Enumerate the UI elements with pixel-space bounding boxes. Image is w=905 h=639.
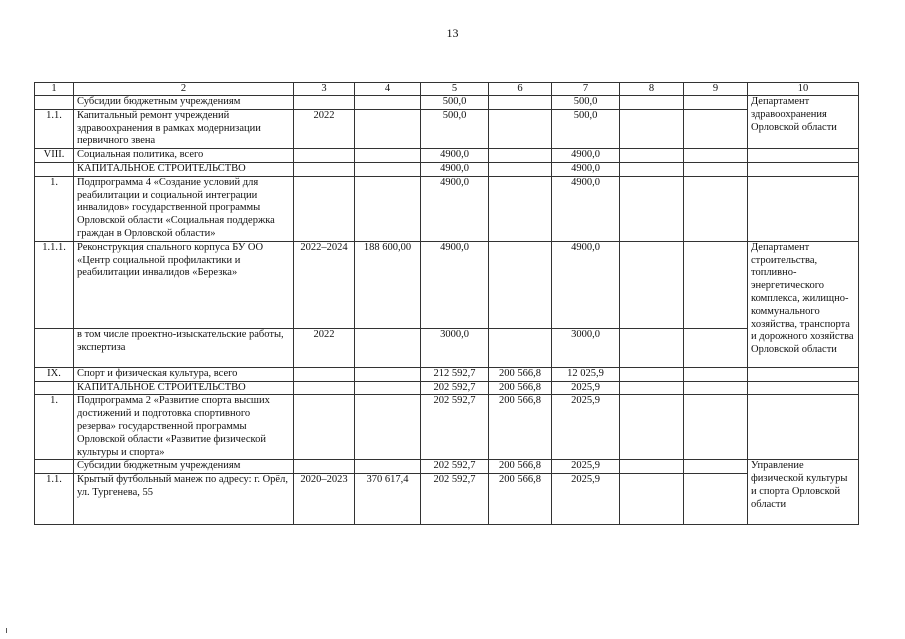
row-period — [294, 162, 355, 176]
row-estimate — [355, 96, 421, 110]
row-col9 — [684, 149, 748, 163]
row-federal: 200 566,8 — [489, 395, 552, 460]
row-title: Подпрограмма 2 «Развитие спорта высших достижений и подготовка спортивного резерва» государственной программы Орловской области «Развитие физической культуры и спорта» — [74, 395, 294, 460]
row-col9 — [684, 474, 748, 525]
row-title: Субсидии бюджетным учреждениям — [74, 96, 294, 110]
row-col8 — [620, 367, 684, 381]
responsible-executor: Департамент строительства, топливно-энергетического комплекса, жилищно-коммунального хозяйства, транспорта и дорожного хозяйства Орловской области — [748, 241, 859, 367]
row-col9 — [684, 367, 748, 381]
row-title: Социальная политика, всего — [74, 149, 294, 163]
header-cell: 4 — [355, 83, 421, 96]
row-regional: 2025,9 — [552, 460, 620, 474]
row-executor — [748, 149, 859, 163]
row-col8 — [620, 149, 684, 163]
row-federal: 200 566,8 — [489, 460, 552, 474]
row-regional: 3000,0 — [552, 328, 620, 367]
row-regional: 500,0 — [552, 109, 620, 148]
table-row — [35, 109, 859, 148]
row-federal — [489, 241, 552, 328]
row-title: в том числе проектно-изыскательские работы, экспертиза — [74, 328, 294, 367]
row-estimate — [355, 176, 421, 241]
row-col9 — [684, 176, 748, 241]
row-title: Субсидии бюджетным учреждениям — [74, 460, 294, 474]
row-col9 — [684, 162, 748, 176]
row-number: IX. — [35, 367, 74, 381]
row-total: 500,0 — [421, 109, 489, 148]
page-number: 13 — [446, 26, 459, 40]
row-total: 4900,0 — [421, 241, 489, 328]
row-title: Реконструкция спального корпуса БУ ОО «Центр социальной профилактики и реабилитации инвалидов «Березка» — [74, 241, 294, 328]
row-total: 212 592,7 — [421, 367, 489, 381]
row-period — [294, 367, 355, 381]
row-number: 1. — [35, 176, 74, 241]
row-period: 2020–2023 — [294, 474, 355, 525]
row-title: Капитальный ремонт учреждений здравоохранения в рамках модернизации первичного звена — [74, 109, 294, 148]
row-col8 — [620, 96, 684, 110]
row-col8 — [620, 381, 684, 395]
row-number — [35, 96, 74, 110]
table-row — [35, 96, 859, 110]
row-title: Спорт и физическая культура, всего — [74, 367, 294, 381]
row-estimate — [355, 109, 421, 148]
row-federal: 200 566,8 — [489, 381, 552, 395]
table-row — [35, 367, 859, 381]
row-period — [294, 460, 355, 474]
row-regional: 2025,9 — [552, 474, 620, 525]
header-cell: 9 — [684, 83, 748, 96]
row-executor — [748, 367, 859, 381]
row-regional: 4900,0 — [552, 241, 620, 328]
row-period — [294, 96, 355, 110]
row-estimate — [355, 162, 421, 176]
row-total: 3000,0 — [421, 328, 489, 367]
table-row — [35, 149, 859, 163]
row-executor — [748, 381, 859, 395]
header-cell: 8 — [620, 83, 684, 96]
row-title: Крытый футбольный манеж по адресу: г. Орёл, ул. Тургенева, 55 — [74, 474, 294, 525]
row-col8 — [620, 109, 684, 148]
row-title: КАПИТАЛЬНОЕ СТРОИТЕЛЬСТВО — [74, 381, 294, 395]
row-period — [294, 176, 355, 241]
row-total: 202 592,7 — [421, 395, 489, 460]
row-period: 2022–2024 — [294, 241, 355, 328]
row-period — [294, 381, 355, 395]
row-federal: 200 566,8 — [489, 367, 552, 381]
row-title: Подпрограмма 4 «Создание условий для реабилитации и социальной интеграции инвалидов» государственной программы Орловской области «Социальная поддержка граждан в Орловской области» — [74, 176, 294, 241]
row-number: 1. — [35, 395, 74, 460]
row-federal — [489, 149, 552, 163]
row-total: 202 592,7 — [421, 474, 489, 525]
row-col8 — [620, 474, 684, 525]
header-row — [35, 83, 859, 96]
row-regional: 4900,0 — [552, 162, 620, 176]
row-col8 — [620, 460, 684, 474]
table-row — [35, 474, 859, 525]
row-col9 — [684, 328, 748, 367]
row-period: 2022 — [294, 328, 355, 367]
row-number — [35, 328, 74, 367]
row-federal — [489, 109, 552, 148]
row-number — [35, 460, 74, 474]
header-cell: 7 — [552, 83, 620, 96]
row-regional: 500,0 — [552, 96, 620, 110]
row-executor — [748, 176, 859, 241]
row-col9 — [684, 96, 748, 110]
row-col8 — [620, 328, 684, 367]
scan-mark — [6, 628, 7, 633]
row-period — [294, 149, 355, 163]
row-regional: 2025,9 — [552, 381, 620, 395]
row-federal — [489, 176, 552, 241]
row-estimate — [355, 149, 421, 163]
table-row — [35, 328, 859, 367]
row-total: 4900,0 — [421, 162, 489, 176]
header-cell: 10 — [748, 83, 859, 96]
row-total: 202 592,7 — [421, 381, 489, 395]
row-col8 — [620, 395, 684, 460]
row-estimate — [355, 328, 421, 367]
row-regional: 4900,0 — [552, 149, 620, 163]
row-total: 4900,0 — [421, 176, 489, 241]
row-regional: 12 025,9 — [552, 367, 620, 381]
row-col9 — [684, 395, 748, 460]
table-row — [35, 395, 859, 460]
responsible-executor: Департамент здравоохранения Орловской области — [748, 96, 859, 149]
row-number: 1.1. — [35, 109, 74, 148]
table-row — [35, 176, 859, 241]
row-estimate — [355, 460, 421, 474]
row-federal: 200 566,8 — [489, 474, 552, 525]
header-cell: 1 — [35, 83, 74, 96]
row-number — [35, 162, 74, 176]
row-number: 1.1. — [35, 474, 74, 525]
row-period — [294, 395, 355, 460]
row-col8 — [620, 162, 684, 176]
row-total: 500,0 — [421, 96, 489, 110]
row-title: КАПИТАЛЬНОЕ СТРОИТЕЛЬСТВО — [74, 162, 294, 176]
budget-table — [34, 82, 859, 525]
header-cell: 5 — [421, 83, 489, 96]
responsible-executor: Управление физической культуры и спорта Орловской области — [748, 460, 859, 525]
row-estimate — [355, 395, 421, 460]
row-col9 — [684, 460, 748, 474]
table-row — [35, 162, 859, 176]
row-estimate — [355, 381, 421, 395]
row-estimate — [355, 367, 421, 381]
row-col9 — [684, 381, 748, 395]
row-col8 — [620, 176, 684, 241]
row-total: 202 592,7 — [421, 460, 489, 474]
row-total: 4900,0 — [421, 149, 489, 163]
row-regional: 4900,0 — [552, 176, 620, 241]
row-federal — [489, 328, 552, 367]
row-period: 2022 — [294, 109, 355, 148]
row-federal — [489, 96, 552, 110]
row-estimate: 370 617,4 — [355, 474, 421, 525]
row-federal — [489, 162, 552, 176]
table-row — [35, 241, 859, 328]
header-cell: 2 — [74, 83, 294, 96]
row-estimate: 188 600,00 — [355, 241, 421, 328]
header-cell: 3 — [294, 83, 355, 96]
row-number — [35, 381, 74, 395]
row-number: VIII. — [35, 149, 74, 163]
row-number: 1.1.1. — [35, 241, 74, 328]
table-row — [35, 460, 859, 474]
row-executor — [748, 395, 859, 460]
table-row — [35, 381, 859, 395]
row-regional: 2025,9 — [552, 395, 620, 460]
row-col9 — [684, 109, 748, 148]
row-col9 — [684, 241, 748, 328]
header-cell: 6 — [489, 83, 552, 96]
row-executor — [748, 162, 859, 176]
row-col8 — [620, 241, 684, 328]
